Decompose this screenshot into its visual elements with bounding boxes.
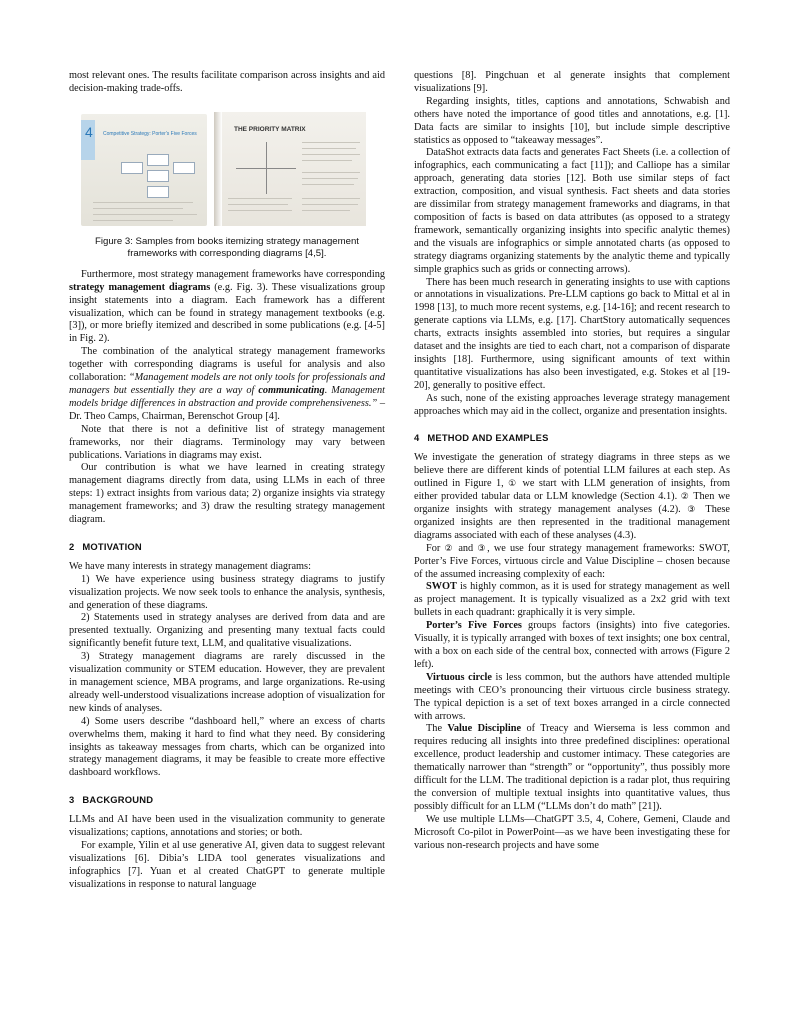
paragraph: We have many interests in strategy management diagrams: xyxy=(69,560,311,572)
text: groups factors (insights) into five categories. Visually, it is typically arranged with boxes of text insights; one box central, with a box on each side of the central box, connected with arrows (Figure 2 left). xyxy=(414,620,730,670)
paragraph: questions [8]. Pingchuan et al generate insights that complement visualizations [9]. xyxy=(414,70,730,94)
bold-term: SWOT xyxy=(426,581,457,593)
text-line xyxy=(93,220,173,222)
section-heading xyxy=(414,432,730,445)
text-line xyxy=(228,198,292,200)
text-line xyxy=(302,172,360,174)
paragraph: As such, none of the existing approaches leverage strategy management approaches which may aid in the collect, organize and presentation insights. xyxy=(414,392,730,417)
right-column xyxy=(414,70,730,852)
section-number: 3 xyxy=(69,794,75,806)
paragraph: Regarding insights, titles, captions and annotations, Schwabish and others have noted the importance of good titles and annotations, e.g. [1]. Data facts are similar to insights [10], but include simple descriptive statistics as opposed to “takeaway messages”. xyxy=(414,95,730,146)
paragraph xyxy=(414,723,730,813)
paragraph: DataShot extracts data facts and generates Fact Sheets (i.e. a collection of infographics, each communicating a fact [11]); and Calliope has a similar approach, generating data stories [12]. Both use similar steps of fact extraction, composition, and visual synthesis. Fact sheets and data stories are dissimilar from strategy management frameworks and diagrams, in that composition of facts is based on data attributes (as opposed to a strategy framework, semantically organizing insights into specific analytic themes) and the visuals are infographics or simple annotated charts (as opposed to strategy diagrams organizing statements by the analytic theme and typically simple graphics such as grids or connecting arrows). xyxy=(414,147,730,275)
text-line xyxy=(93,202,193,204)
figure-caption: Figure 3: Samples from books itemizing strategy management frameworks with corresponding diagrams [4,5]. xyxy=(95,235,359,260)
text: and xyxy=(454,542,478,554)
paragraph: 3) Strategy management diagrams are rarely discussed in the visualization community or STEM education. However, they are prevalent in management science, MBA programs, and large organizations. Re-using already well-understood visualizations increase adoption of visualization for new kinds of analyses. xyxy=(69,651,385,714)
paragraph: Note that there is not a definitive list of strategy management frameworks, nor their diagrams. Terminology may vary between publications. Variations in diagrams may exist. xyxy=(69,423,385,461)
paragraph: 4) Some users describe “dashboard hell,” where an excess of charts overwhelms them, making it hard to find what they need. By considering insights as takeaway messages from charts, which can be organized into strategy management diagrams, it may be feasible to create more effective dashboard workflows. xyxy=(69,715,385,779)
step-1-marker: ① xyxy=(508,479,519,490)
text: (e.g. Fig. 3). These visualizations group insight statements into a diagram. Each framework has a different visualization, which can be found in strategy management textbooks (e.g. [3]), or more briefly itemized and described in some publications (e.g. [4-5] in Fig. 2). xyxy=(69,281,385,345)
diagram-box xyxy=(147,170,169,182)
step-2-marker: ② xyxy=(680,492,690,503)
paragraph xyxy=(414,452,730,542)
book-photo-priority-matrix xyxy=(214,112,366,226)
diagram-box xyxy=(147,186,169,198)
paragraph: For example, Yilin et al use generative AI, given data to suggest relevant visualizations [6]. Dibia’s LIDA tool generates visualizations and infographics [7]. Yuan et al created ChatGPT to generate multiple visualizations in response to natural language xyxy=(69,839,385,890)
bold-term: Porter’s Five Forces xyxy=(426,620,522,632)
paragraph: There has been much research in generating insights to use with captions or annotations in visualizations. Pre-LLM captions go back to Mittal et al in 1998 [13], to much more recent systems, e.g. [14-16]; and recent research to generate captions via LLMs, e.g. [17]. ChartStory automatically sequences charts, extracts insights assembled into stories, but requires a singular dataset and the insights are tied to each chart, not a comparison of disparate insights [18]. Furthermore, using significant amounts of text within quantitative visualizations has also been investigated, e.g. Stokes et al [19-20], generally to positive effect. xyxy=(414,276,730,391)
text-line xyxy=(302,154,360,156)
text: we start with LLM generation of insights, from either provided tabular data or LLM knowledge (Section 4.1). xyxy=(414,478,730,503)
section-title: MOTIVATION xyxy=(82,540,142,552)
text-line xyxy=(302,204,358,206)
text: The combination of the analytical strategy management frameworks together with corresponding diagrams is useful for analysis and also collaboration: xyxy=(69,346,385,384)
attribution: – Dr. Theo Camps, Chairman, Berenschot Group [4]. xyxy=(69,397,385,422)
text: Furthermore, most strategy management frameworks have corresponding xyxy=(81,268,385,280)
step-3-marker: ③ xyxy=(687,505,700,515)
text: We investigate the generation of strategy diagrams in three steps as we believe there are different kinds of potential LLM failures at each step. As outlined in Figure 1, xyxy=(414,452,730,490)
paragraph: We use multiple LLMs—ChatGPT 3.5, 4, Cohere, Gemeni, Claude and Microsoft Co-pilot in PowerPoint—as we have been investigating these for various non-research projects and have some xyxy=(414,813,730,851)
quote: . Management models bridge differences in abstraction and provide comprehensiveness.” xyxy=(69,384,385,409)
text: These organized insights are then represented in the traditional management diagrams associated with each of these analyses (4.3). xyxy=(414,504,730,541)
section-number: 2 xyxy=(69,540,75,552)
section-title: BACKGROUND xyxy=(82,794,154,806)
section-title: METHOD AND EXAMPLES xyxy=(427,432,549,444)
left-column xyxy=(69,70,385,892)
section-heading xyxy=(69,541,385,554)
text: The xyxy=(426,723,448,735)
bold-term: strategy management diagrams xyxy=(69,281,211,293)
text-line xyxy=(302,198,360,200)
step-2-marker: ② xyxy=(444,543,455,554)
step-3-marker: ③ xyxy=(477,543,488,554)
bold-term: Virtuous circle xyxy=(426,671,492,683)
section-heading xyxy=(69,794,385,807)
paragraph: 2) Statements used in strategy analyses are derived from data and are presented textually. Organizing and presenting many textual facts could significantly benefit future text, LLM, and qualitative visualizations. xyxy=(69,612,385,650)
paragraph: most relevant ones. The results facilitate comparison across insights and aid decision-making trade-offs. xyxy=(69,70,385,94)
text: Then we organize insights with strategy management analyses (4.2). xyxy=(414,491,730,515)
paragraph: Our contribution is what we have learned in creating strategy management diagrams directly from data, using LLMs in each of three steps: 1) extract insights from various data; 2) organize insights via strategy management frameworks; and 3) draw the resulting strategy management diagram. xyxy=(69,462,385,526)
paragraph xyxy=(414,543,730,582)
text-line xyxy=(302,142,360,144)
paragraph xyxy=(69,346,385,423)
text-line xyxy=(228,210,292,212)
paragraph xyxy=(414,581,730,620)
text: of Treacy and Wiersema is less common and requires reducing all insights into three predefined disciplines: operational excellence, product leadership and customer intimacy. These categories are thematically narrower than “strength” or “opportunity”, thus possibly more difficult for the LLM. The traditional depiction is a radar plot, thus requiring the conversion of multiple textual insights into quantitative values, thus possibly difficult for an LLM (“LLMs don’t do math” [21]). xyxy=(414,723,730,812)
paragraph xyxy=(69,269,385,346)
quote-emphasis: communicating xyxy=(258,384,325,396)
text-line xyxy=(228,204,288,206)
diagram-box xyxy=(121,162,143,174)
text-line xyxy=(302,184,354,186)
book-heading: THE PRIORITY MATRIX xyxy=(234,125,306,133)
text-line xyxy=(302,148,356,150)
section-number: 4 xyxy=(414,432,420,444)
text: , we use four strategy management frameworks: SWOT, Porter’s Five Forces, virtuous circle and Value Discipline – chosen because of the assumed increasing complexity of each: xyxy=(414,542,730,580)
text-line xyxy=(302,210,350,212)
paragraph xyxy=(414,672,730,724)
page-gutter xyxy=(214,112,222,226)
book-photo-porter xyxy=(81,114,207,226)
text: is highly common, as it is used for strategy management as well as project management. It is typically visualized as a 2x2 grid with text bullets in each quadrant: graphically it is very simple. xyxy=(414,581,730,619)
text: is less common, but the authors have attended multiple meetings with CEO’s pronouncing their virtuous circle business strategy. The typical depiction is a set of text boxes arranged in a circle connected with arrows. xyxy=(414,671,730,722)
diagram-box xyxy=(173,162,195,174)
paragraph: LLMs and AI have been used in the visualization community to generate visualizations; captions, annotations and stories; or both. xyxy=(69,814,385,839)
text-line xyxy=(93,208,183,210)
text-line xyxy=(302,160,352,162)
paragraph: 1) We have experience using business strategy diagrams to justify visualization projects. We now seek tools to enhance the analysis, synthesis, and generation of these diagrams. xyxy=(69,573,385,611)
text-line xyxy=(93,214,197,216)
paragraph xyxy=(414,620,730,672)
text-line xyxy=(302,178,358,180)
diagram-box xyxy=(147,154,169,166)
matrix-axis xyxy=(236,168,296,169)
figure-3-photos xyxy=(69,108,385,228)
book-heading: Competitive Strategy: Porter's Five Forces xyxy=(103,130,197,137)
bold-term: Value Discipline xyxy=(447,723,522,735)
text: For xyxy=(426,542,445,554)
chapter-number: 4 xyxy=(85,123,93,140)
quote: “Management models are not only tools for professionals and managers but essentially they are a way of xyxy=(69,372,385,396)
